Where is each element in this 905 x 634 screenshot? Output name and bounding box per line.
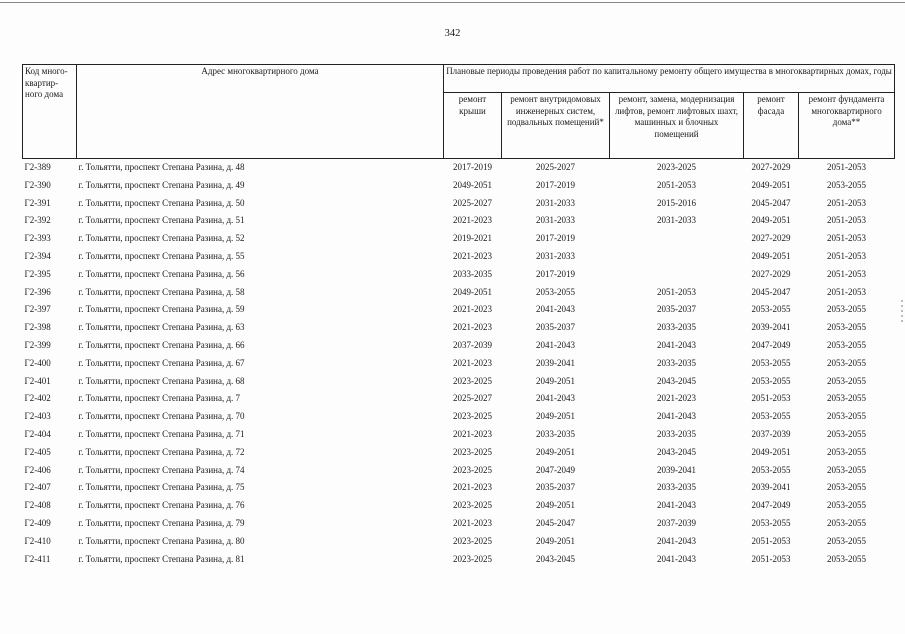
cell-foundation: 2051-2053 (827, 250, 867, 261)
cell-code: Г2-411 (24, 553, 51, 564)
cell-engineering: 2031-2033 (536, 215, 575, 226)
cell-facade: 2053-2055 (751, 464, 791, 475)
cell-code: Г2-407 (24, 482, 51, 493)
cell-lifts: 2033-2035 (657, 482, 696, 493)
cell-engineering: 2053-2055 (536, 286, 575, 297)
scan-artifact (901, 300, 903, 322)
table-row (23, 195, 895, 213)
table-row (23, 337, 895, 355)
cell-engineering: 2049-2051 (536, 375, 575, 386)
cell-address: г. Тольятти, проспект Степана Разина, д. 49 (78, 179, 245, 190)
table-header (23, 65, 895, 159)
cell-facade: 2047-2049 (751, 500, 791, 511)
cell-facade: 2053-2055 (751, 357, 791, 368)
cell-lifts: 2051-2053 (657, 286, 696, 297)
cell-lifts: 2031-2033 (657, 215, 696, 226)
cell-lifts: 2023-2025 (657, 162, 696, 172)
table-body (23, 159, 895, 569)
cell-foundation: 2053-2055 (827, 179, 867, 190)
cell-code: Г2-405 (24, 446, 51, 457)
cell-roof: 2017-2019 (453, 162, 492, 172)
cell-roof: 2023-2025 (453, 464, 492, 475)
cell-address: г. Тольятти, проспект Степана Разина, д. 75 (78, 482, 245, 493)
cell-foundation: 2053-2055 (827, 517, 867, 528)
cell-facade: 2027-2029 (751, 162, 791, 172)
cell-address: г. Тольятти, проспект Степана Разина, д. 74 (78, 464, 245, 475)
page-top-edge (0, 2, 905, 3)
table-row (23, 373, 895, 391)
cell-roof: 2021-2023 (453, 428, 492, 439)
cell-roof: 2033-2035 (453, 268, 492, 279)
table-row (23, 248, 895, 266)
cell-foundation: 2053-2055 (827, 339, 867, 350)
table-row (23, 444, 895, 462)
cell-facade: 2049-2051 (751, 179, 791, 190)
cell-roof: 2023-2025 (453, 375, 492, 386)
cell-facade: 2049-2051 (751, 250, 791, 261)
cell-address: г. Тольятти, проспект Степана Разина, д. 72 (78, 446, 245, 457)
table-row (23, 551, 895, 569)
cell-engineering: 2039-2041 (536, 357, 575, 368)
cell-engineering: 2031-2033 (536, 250, 575, 261)
cell-foundation: 2053-2055 (827, 482, 867, 493)
cell-foundation: 2051-2053 (827, 286, 867, 297)
cell-facade: 2045-2047 (751, 197, 791, 208)
table-row (23, 177, 895, 195)
cell-lifts (610, 266, 744, 284)
cell-facade: 2051-2053 (751, 553, 791, 564)
cell-lifts: 2041-2043 (657, 339, 696, 350)
cell-code: Г2-396 (24, 286, 51, 297)
cell-foundation: 2051-2053 (827, 233, 867, 244)
cell-lifts: 2041-2043 (657, 553, 696, 564)
cell-facade: 2053-2055 (751, 411, 791, 422)
cell-lifts: 2051-2053 (657, 179, 696, 190)
cell-lifts (610, 248, 744, 266)
cell-roof: 2049-2051 (453, 286, 492, 297)
table-row (23, 390, 895, 408)
cell-foundation: 2053-2055 (827, 464, 867, 475)
cell-lifts: 2035-2037 (657, 304, 696, 315)
cell-code: Г2-409 (24, 517, 51, 528)
cell-roof: 2021-2023 (453, 250, 492, 261)
cell-code: Г2-392 (24, 215, 51, 226)
cell-code: Г2-404 (24, 428, 51, 439)
table-row (23, 497, 895, 515)
cell-code: Г2-389 (24, 162, 51, 172)
cell-foundation: 2051-2053 (827, 197, 867, 208)
cell-engineering: 2041-2043 (536, 304, 575, 315)
cell-roof: 2023-2025 (453, 535, 492, 546)
cell-facade: 2045-2047 (751, 286, 791, 297)
cell-lifts: 2033-2035 (657, 322, 696, 333)
table-row (23, 301, 895, 319)
cell-roof: 2021-2023 (453, 482, 492, 493)
table-row (23, 533, 895, 551)
cell-engineering: 2017-2019 (536, 233, 575, 244)
header-foundation: ремонт фундамента многоквартирного дома** (799, 93, 895, 159)
cell-code: Г2-400 (24, 357, 51, 368)
cell-lifts: 2039-2041 (657, 464, 696, 475)
cell-engineering: 2041-2043 (536, 393, 575, 404)
cell-address: г. Тольятти, проспект Степана Разина, д. 71 (78, 428, 245, 439)
cell-code: Г2-393 (24, 233, 51, 244)
cell-code: Г2-408 (24, 500, 51, 511)
cell-foundation: 2053-2055 (827, 393, 867, 404)
cell-foundation: 2051-2053 (827, 268, 867, 279)
cell-foundation: 2053-2055 (827, 553, 867, 564)
cell-code: Г2-403 (24, 411, 51, 422)
table-row (23, 408, 895, 426)
cell-code: Г2-401 (24, 375, 51, 386)
cell-engineering: 2041-2043 (536, 339, 575, 350)
cell-roof: 2023-2025 (453, 446, 492, 457)
table-row (23, 515, 895, 533)
cell-address: г. Тольятти, проспект Степана Разина, д. 80 (78, 535, 245, 546)
cell-engineering: 2049-2051 (536, 500, 575, 511)
header-code: Код много-квартир-ного дома (23, 65, 77, 159)
cell-roof: 2037-2039 (453, 339, 492, 350)
cell-lifts: 2033-2035 (657, 428, 696, 439)
cell-engineering: 2031-2033 (536, 197, 575, 208)
page-number: 342 (444, 28, 461, 39)
header-engineering: ремонт внутридомовых инженерных систем, подвальных помещений* (502, 93, 610, 159)
table-row (23, 284, 895, 302)
cell-lifts: 2033-2035 (657, 357, 696, 368)
cell-foundation: 2051-2053 (827, 215, 867, 226)
table-row (23, 319, 895, 337)
cell-address: г. Тольятти, проспект Степана Разина, д. 68 (78, 375, 245, 386)
cell-foundation: 2053-2055 (827, 535, 867, 546)
cell-code: Г2-410 (24, 535, 51, 546)
header-address: Адрес многоквартирного дома (77, 65, 444, 159)
cell-roof: 2021-2023 (453, 517, 492, 528)
cell-code: Г2-395 (24, 268, 51, 279)
cell-engineering: 2035-2037 (536, 322, 575, 333)
cell-lifts: 2043-2045 (657, 375, 696, 386)
cell-address: г. Тольятти, проспект Степана Разина, д. 48 (78, 162, 245, 172)
table-row (23, 355, 895, 373)
cell-address: г. Тольятти, проспект Степана Разина, д. 56 (78, 268, 245, 279)
cell-foundation: 2053-2055 (827, 357, 867, 368)
table-row (23, 462, 895, 480)
cell-engineering: 2035-2037 (536, 482, 575, 493)
cell-roof: 2023-2025 (453, 553, 492, 564)
cell-facade: 2051-2053 (751, 393, 791, 404)
cell-engineering: 2025-2027 (536, 162, 575, 172)
cell-engineering: 2049-2051 (536, 411, 575, 422)
cell-code: Г2-391 (24, 197, 51, 208)
cell-facade: 2039-2041 (751, 482, 791, 493)
cell-engineering: 2049-2051 (536, 535, 575, 546)
cell-roof: 2023-2025 (453, 500, 492, 511)
cell-facade: 2047-2049 (751, 339, 791, 350)
table-row (23, 159, 895, 177)
cell-lifts (610, 230, 744, 248)
cell-facade: 2039-2041 (751, 322, 791, 333)
table-row (23, 426, 895, 444)
cell-roof: 2021-2023 (453, 304, 492, 315)
cell-lifts: 2041-2043 (657, 411, 696, 422)
cell-address: г. Тольятти, проспект Степана Разина, д. 7 (78, 393, 241, 404)
cell-engineering: 2017-2019 (536, 268, 575, 279)
cell-foundation: 2053-2055 (827, 428, 867, 439)
table-row (23, 266, 895, 284)
cell-facade: 2027-2029 (751, 268, 791, 279)
cell-facade: 2053-2055 (751, 375, 791, 386)
cell-facade: 2053-2055 (751, 517, 791, 528)
cell-foundation: 2053-2055 (827, 500, 867, 511)
cell-foundation: 2053-2055 (827, 446, 867, 457)
cell-code: Г2-398 (24, 322, 51, 333)
cell-facade: 2049-2051 (751, 215, 791, 226)
cell-address: г. Тольятти, проспект Степана Разина, д. 59 (78, 304, 245, 315)
cell-roof: 2025-2027 (453, 393, 492, 404)
cell-address: г. Тольятти, проспект Степана Разина, д. 70 (78, 411, 245, 422)
cell-facade: 2053-2055 (751, 304, 791, 315)
cell-lifts: 2041-2043 (657, 535, 696, 546)
header-periods-group: Плановые периоды проведения работ по капитальному ремонту общего имущества в многоквартирных домах, годы (444, 65, 895, 93)
cell-roof: 2023-2025 (453, 411, 492, 422)
cell-lifts: 2041-2043 (657, 500, 696, 511)
cell-code: Г2-394 (24, 250, 51, 261)
cell-roof: 2021-2023 (453, 322, 492, 333)
cell-lifts: 2037-2039 (657, 517, 696, 528)
cell-foundation: 2051-2053 (827, 162, 867, 172)
cell-code: Г2-397 (24, 304, 51, 315)
header-lifts: ремонт, замена, модернизация лифтов, ремонт лифтовых шахт, машинных и блочных помещений (610, 93, 744, 159)
cell-address: г. Тольятти, проспект Степана Разина, д. 81 (78, 553, 245, 564)
header-facade: ремонт фасада (744, 93, 799, 159)
cell-engineering: 2047-2049 (536, 464, 575, 475)
cell-code: Г2-406 (24, 464, 51, 475)
cell-foundation: 2053-2055 (827, 304, 867, 315)
cell-engineering: 2045-2047 (536, 517, 575, 528)
cell-address: г. Тольятти, проспект Степана Разина, д. 76 (78, 500, 245, 511)
cell-roof: 2025-2027 (453, 197, 492, 208)
cell-address: г. Тольятти, проспект Степана Разина, д. 51 (78, 215, 245, 226)
cell-address: г. Тольятти, проспект Степана Разина, д. 79 (78, 517, 245, 528)
cell-code: Г2-390 (24, 179, 51, 190)
table-row (23, 212, 895, 230)
cell-engineering: 2049-2051 (536, 446, 575, 457)
cell-foundation: 2053-2055 (827, 375, 867, 386)
cell-facade: 2049-2051 (751, 446, 791, 457)
cell-code: Г2-402 (24, 393, 51, 404)
cell-code: Г2-399 (24, 339, 51, 350)
cell-address: г. Тольятти, проспект Степана Разина, д. 63 (78, 322, 245, 333)
cell-roof: 2019-2021 (453, 233, 492, 244)
cell-foundation: 2053-2055 (827, 322, 867, 333)
cell-engineering: 2043-2045 (536, 553, 575, 564)
cell-lifts: 2043-2045 (657, 446, 696, 457)
cell-engineering: 2033-2035 (536, 428, 575, 439)
table-row (23, 479, 895, 497)
header-roof: ремонт крыши (444, 93, 502, 159)
cell-foundation: 2053-2055 (827, 411, 867, 422)
cell-roof: 2021-2023 (453, 357, 492, 368)
cell-facade: 2037-2039 (751, 428, 791, 439)
cell-address: г. Тольятти, проспект Степана Разина, д. 50 (78, 197, 245, 208)
cell-address: г. Тольятти, проспект Степана Разина, д. 58 (78, 286, 245, 297)
cell-address: г. Тольятти, проспект Степана Разина, д. 66 (78, 339, 245, 350)
table-row (23, 230, 895, 248)
cell-facade: 2051-2053 (751, 535, 791, 546)
cell-roof: 2049-2051 (453, 179, 492, 190)
cell-address: г. Тольятти, проспект Степана Разина, д. 67 (78, 357, 245, 368)
cell-address: г. Тольятти, проспект Степана Разина, д. 52 (78, 233, 245, 244)
cell-lifts: 2015-2016 (657, 197, 696, 208)
cell-facade: 2027-2029 (751, 233, 791, 244)
cell-engineering: 2017-2019 (536, 179, 575, 190)
cell-roof: 2021-2023 (453, 215, 492, 226)
cell-address: г. Тольятти, проспект Степана Разина, д. 55 (78, 250, 245, 261)
cell-lifts: 2021-2023 (657, 393, 696, 404)
repair-schedule-table (22, 64, 895, 568)
